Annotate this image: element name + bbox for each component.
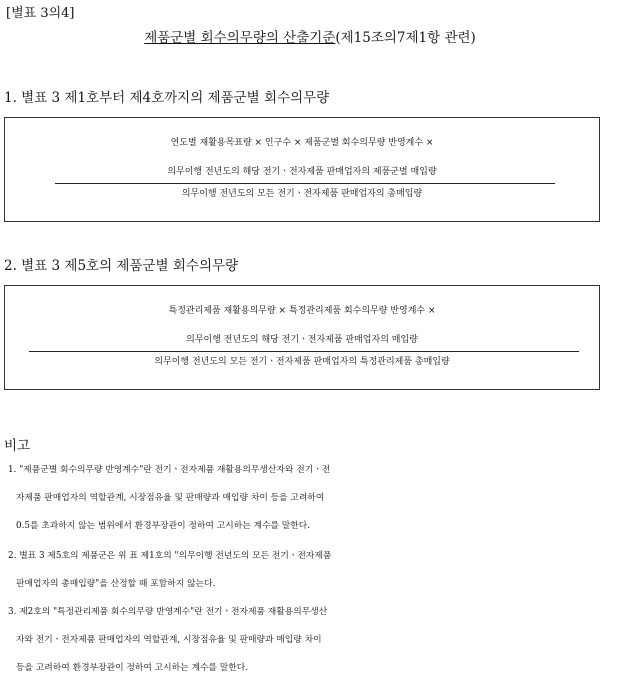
note-item-2	[8, 542, 620, 598]
section1-formula-box	[4, 117, 600, 222]
title-main: 제품군별 회수의무량의 산출기준	[144, 30, 336, 46]
note-item-1	[8, 456, 620, 540]
note-item-3	[8, 598, 620, 682]
note-2-line-2: 판매업자의 총매입량"을 산정할 때 포함하지 않는다.	[16, 579, 216, 589]
section2-fraction-bar	[29, 351, 579, 352]
note-3-line-2: 자와 전기ㆍ전자제품 판매업자의 역할관계, 시장점유율 및 판매량과 매입량 차이	[16, 635, 322, 645]
section1-heading: 1. 별표 3 제1호부터 제4호까지의 제품군별 회수의무량	[4, 90, 330, 106]
note-1-line-3: 0.5를 초과하지 않는 범위에서 환경부장관이 정하여 고시하는 계수를 말한다.	[16, 521, 311, 531]
note-3-line-1: 3. 제2호의 "특정관리제품 회수의무량 반영계수"란 전기ㆍ전자제품 재활용의무생산	[8, 607, 328, 617]
title-reference: (제15조의7제1항 관련)	[335, 30, 476, 46]
section2-heading: 2. 별표 3 제5호의 제품군별 회수의무량	[4, 258, 239, 274]
note-1-line-1: 1. "제품군별 회수의무량 반영계수"란 전기ㆍ전자제품 재활용의무생산자와 전기ㆍ전	[8, 465, 331, 475]
section2-formula-denominator: 의무이행 전년도의 모든 전기ㆍ전자제품 판매업자의 특정관리제품 총매입량	[154, 357, 450, 367]
section1-formula-denominator: 의무이행 전년도의 모든 전기ㆍ전자제품 판매업자의 총매입량	[181, 189, 423, 199]
notes-heading: 비고	[4, 438, 31, 454]
attachment-label: [별표 3의4]	[6, 6, 75, 21]
section1-formula-line1: 연도별 재활용목표량 × 인구수 × 제품군별 회수의무량 반영계수 ×	[170, 138, 434, 148]
section1-fraction-bar	[55, 183, 555, 184]
note-1-line-2: 자제품 판매업자의 역할관계, 시장점유율 및 판매량과 매입량 차이 등을 고려하여	[16, 493, 325, 503]
section1-formula-numerator: 의무이행 전년도의 해당 전기ㆍ전자제품 판매업자의 제품군별 매입량	[167, 167, 437, 177]
section2-formula-box	[4, 285, 600, 390]
note-2-line-1: 2. 별표 3 제5호의 제품군은 위 표 제1호의 "의무이행 전년도의 모든 전기ㆍ전자제품	[8, 551, 332, 561]
section2-formula-numerator: 의무이행 전년도의 해당 전기ㆍ전자제품 판매업자의 매입량	[186, 335, 418, 345]
document-title	[0, 26, 620, 46]
section2-formula-line1: 특정관리제품 재활용의무량 × 특정관리제품 회수의무량 반영계수 ×	[168, 306, 436, 316]
note-3-line-3: 등을 고려하여 환경부장관이 정하여 고시하는 계수를 말한다.	[16, 663, 249, 673]
